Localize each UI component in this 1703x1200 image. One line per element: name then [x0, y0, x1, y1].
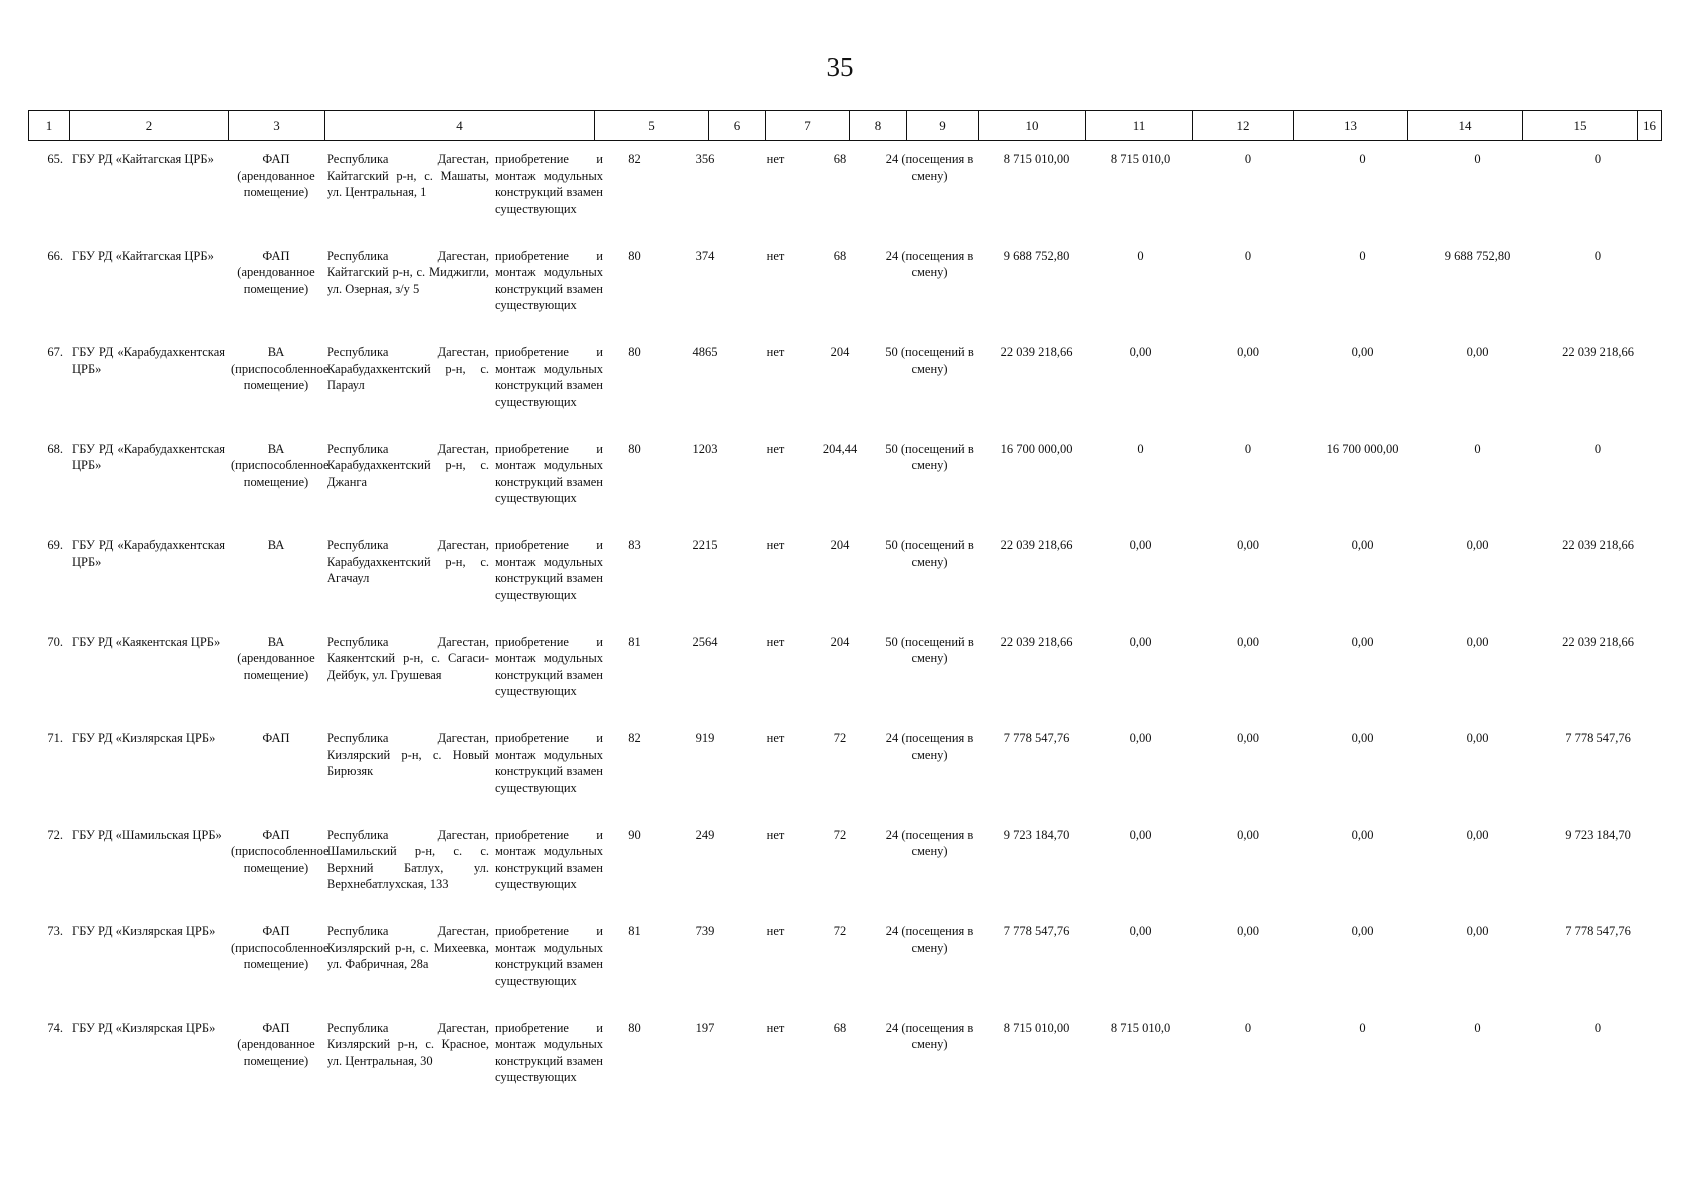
- col-12-amount-cell: 0,00: [1129, 731, 1152, 745]
- capacity-cell: 24 (посещения в смену): [885, 1020, 974, 1051]
- work-type-cell: приобретение и монтаж модульных конструкций взамен существующих: [495, 634, 603, 698]
- address-cell: Республика Дагестан, Карабудахкентский р-н, с. Параул: [327, 345, 489, 392]
- column-header-5: 5: [595, 111, 709, 141]
- col-13-amount-cell: 0,00: [1237, 634, 1259, 649]
- col-9-value-cell: 68: [833, 248, 847, 263]
- col-15-amount-cell: 0,00: [1466, 345, 1489, 359]
- col-8-value-cell: нет: [766, 731, 785, 745]
- column-header-14: 14: [1408, 111, 1523, 141]
- col-8-value-cell: нет: [766, 248, 785, 263]
- col-11-amount-cell: 8 715 010,00: [1003, 1020, 1070, 1035]
- row-number-cell: 74.: [47, 1020, 63, 1035]
- table-row: [28, 242, 1661, 339]
- column-header-8: 8: [850, 111, 907, 141]
- col-8-value-cell: нет: [766, 827, 785, 842]
- capacity-cell: 24 (посещения в смену): [885, 152, 974, 183]
- col-6-value-cell: 80: [628, 345, 641, 359]
- col-8-value-cell: нет: [766, 345, 785, 359]
- col-14-amount-cell: 0,00: [1351, 827, 1374, 842]
- col-6-value-cell: 80: [628, 441, 641, 456]
- col-11-amount-cell: 22 039 218,66: [1000, 345, 1073, 359]
- facility-type-cell: ВА (приспособленное помещение): [231, 441, 329, 489]
- capacity-cell: 50 (посещений в смену): [885, 634, 974, 665]
- work-type-cell: приобретение и монтаж модульных конструкций взамен существующих: [495, 441, 603, 505]
- address-cell: Республика Дагестан, Кизлярский р-н, с. Новый Бирюзяк: [327, 731, 489, 778]
- col-9-value-cell: 68: [833, 1020, 847, 1035]
- organization-cell: ГБУ РД «Кизлярская ЦРБ»: [72, 1020, 216, 1035]
- organization-cell: ГБУ РД «Шамильская ЦРБ»: [72, 827, 222, 842]
- organization-cell: ГБУ РД «Кайтагская ЦРБ»: [72, 152, 214, 166]
- col-12-amount-cell: 0,00: [1129, 634, 1152, 649]
- column-header-15: 15: [1523, 111, 1638, 141]
- address-cell: Республика Дагестан, Кизлярский р-н, с. Михеевка, ул. Фабричная, 28а: [327, 924, 489, 971]
- address-cell: Республика Дагестан, Шамильский р-н, с. с. Верхний Батлух, ул. Верхнебатлухская, 133: [327, 827, 489, 891]
- col-6-value-cell: 80: [628, 1020, 641, 1035]
- col-15-amount-cell: 0,00: [1466, 634, 1489, 649]
- table-row: [28, 1014, 1661, 1111]
- page-number: 35: [826, 52, 854, 82]
- organization-cell: ГБУ РД «Кизлярская ЦРБ»: [72, 731, 216, 745]
- col-14-amount-cell: 16 700 000,00: [1326, 441, 1399, 456]
- row-number-cell: 73.: [47, 924, 63, 938]
- col-9-value-cell: 72: [833, 731, 847, 745]
- col-7-value-cell: 2564: [692, 634, 718, 649]
- table-row: [28, 338, 1661, 435]
- column-header-9: 9: [907, 111, 979, 141]
- col-11-amount-cell: 16 700 000,00: [1000, 441, 1073, 456]
- col-16-amount-cell: 7 778 547,76: [1565, 731, 1631, 745]
- col-11-amount-cell: 9 723 184,70: [1003, 827, 1070, 842]
- capacity-cell: 24 (посещения в смену): [885, 924, 974, 955]
- col-13-amount-cell: 0: [1244, 441, 1252, 456]
- col-8-value-cell: нет: [766, 924, 785, 938]
- col-12-amount-cell: 8 715 010,0: [1110, 1020, 1171, 1035]
- col-15-amount-cell: 0,00: [1466, 827, 1489, 842]
- col-6-value-cell: 82: [628, 731, 641, 745]
- row-number-cell: 66.: [47, 248, 63, 263]
- col-15-amount-cell: 0: [1474, 152, 1481, 166]
- capacity-cell: 24 (посещения в смену): [885, 827, 974, 858]
- table-row: [28, 628, 1661, 725]
- organization-cell: ГБУ РД «Кизлярская ЦРБ»: [72, 924, 216, 938]
- col-7-value-cell: 919: [695, 731, 715, 745]
- organization-cell: ГБУ РД «Каякентская ЦРБ»: [72, 634, 221, 649]
- work-type-cell: приобретение и монтаж модульных конструкций взамен существующих: [495, 152, 603, 216]
- organization-cell: ГБУ РД «Карабудахкентская ЦРБ»: [72, 441, 225, 472]
- header-row: [29, 111, 1662, 141]
- col-11-amount-cell: 8 715 010,00: [1003, 152, 1070, 166]
- col-12-amount-cell: 0: [1137, 248, 1144, 263]
- col-14-amount-cell: 0,00: [1351, 345, 1374, 359]
- column-header-11: 11: [1086, 111, 1193, 141]
- col-12-amount-cell: 0,00: [1129, 827, 1152, 842]
- col-16-amount-cell: 0: [1594, 248, 1602, 263]
- column-header-4: 4: [325, 111, 595, 141]
- organization-cell: ГБУ РД «Карабудахкентская ЦРБ»: [72, 538, 225, 569]
- table-row: [28, 821, 1661, 918]
- col-13-amount-cell: 0: [1244, 248, 1252, 263]
- column-header-1: 1: [29, 111, 70, 141]
- col-15-amount-cell: 0: [1474, 441, 1481, 456]
- col-7-value-cell: 2215: [692, 538, 718, 552]
- col-16-amount-cell: 22 039 218,66: [1562, 538, 1634, 552]
- table-row: [28, 917, 1661, 1014]
- col-9-value-cell: 204,44: [822, 441, 858, 456]
- col-9-value-cell: 72: [833, 827, 847, 842]
- col-13-amount-cell: 0,00: [1237, 731, 1259, 745]
- col-9-value-cell: 204: [830, 345, 850, 359]
- col-15-amount-cell: 0,00: [1466, 924, 1489, 938]
- col-15-amount-cell: 0: [1474, 1020, 1481, 1035]
- col-16-amount-cell: 0: [1594, 441, 1602, 456]
- col-11-amount-cell: 9 688 752,80: [1003, 248, 1070, 263]
- table-row: [28, 435, 1661, 532]
- col-11-amount-cell: 22 039 218,66: [1000, 538, 1073, 552]
- col-7-value-cell: 4865: [692, 345, 718, 359]
- col-12-amount-cell: 0,00: [1129, 345, 1152, 359]
- table-row: [28, 724, 1661, 821]
- col-8-value-cell: нет: [766, 538, 785, 552]
- work-type-cell: приобретение и монтаж модульных конструкций взамен существующих: [495, 731, 603, 795]
- capacity-cell: 50 (посещений в смену): [885, 441, 974, 472]
- col-7-value-cell: 197: [695, 1020, 715, 1035]
- col-16-amount-cell: 0: [1594, 152, 1602, 166]
- col-8-value-cell: нет: [766, 152, 785, 166]
- col-14-amount-cell: 0: [1359, 1020, 1366, 1035]
- col-12-amount-cell: 8 715 010,0: [1110, 152, 1171, 166]
- col-13-amount-cell: 0,00: [1237, 538, 1259, 552]
- capacity-cell: 50 (посещений в смену): [885, 538, 974, 569]
- row-number-cell: 68.: [47, 441, 63, 456]
- work-type-cell: приобретение и монтаж модульных конструкций взамен существующих: [495, 1020, 603, 1084]
- facility-type-cell: ФАП (приспособленное помещение): [231, 827, 329, 875]
- col-12-amount-cell: 0,00: [1129, 538, 1152, 552]
- col-14-amount-cell: 0: [1359, 248, 1366, 263]
- capacity-cell: 24 (посещения в смену): [885, 731, 974, 762]
- address-cell: Республика Дагестан, Каякентский р-н, с. Сагаси-Дейбук, ул. Грушевая: [327, 634, 489, 682]
- row-number-cell: 71.: [47, 731, 63, 745]
- row-number-cell: 69.: [47, 538, 63, 552]
- col-11-amount-cell: 7 778 547,76: [1003, 924, 1070, 938]
- column-header-7: 7: [766, 111, 850, 141]
- col-16-amount-cell: 0: [1594, 1020, 1602, 1035]
- col-13-amount-cell: 0: [1244, 1020, 1252, 1035]
- address-cell: Республика Дагестан, Карабудахкентский р-н, с. Джанга: [327, 441, 489, 489]
- col-12-amount-cell: 0: [1137, 441, 1144, 456]
- col-7-value-cell: 249: [695, 827, 715, 842]
- col-16-amount-cell: 22 039 218,66: [1562, 634, 1634, 649]
- organization-cell: ГБУ РД «Карабудахкентская ЦРБ»: [72, 345, 225, 376]
- col-9-value-cell: 204: [830, 538, 850, 552]
- row-number-cell: 65.: [47, 152, 63, 166]
- address-cell: Республика Дагестан, Карабудахкентский р-н, с. Агачаул: [327, 538, 489, 585]
- work-type-cell: приобретение и монтаж модульных конструкций взамен существующих: [495, 538, 603, 602]
- data-table: [28, 148, 1661, 1110]
- col-13-amount-cell: 0,00: [1237, 345, 1259, 359]
- col-14-amount-cell: 0,00: [1351, 924, 1374, 938]
- column-header-12: 12: [1193, 111, 1294, 141]
- column-header-6: 6: [709, 111, 766, 141]
- col-7-value-cell: 739: [695, 924, 715, 938]
- organization-cell: ГБУ РД «Кайтагская ЦРБ»: [72, 248, 214, 263]
- col-15-amount-cell: 9 688 752,80: [1444, 248, 1511, 263]
- row-number-cell: 67.: [47, 345, 63, 359]
- col-16-amount-cell: 22 039 218,66: [1562, 345, 1634, 359]
- facility-type-cell: ВА (арендованное помещение): [237, 634, 315, 682]
- work-type-cell: приобретение и монтаж модульных конструкций взамен существующих: [495, 345, 603, 409]
- col-16-amount-cell: 9 723 184,70: [1565, 827, 1631, 842]
- work-type-cell: приобретение и монтаж модульных конструкций взамен существующих: [495, 924, 603, 988]
- row-number-cell: 70.: [47, 634, 63, 649]
- column-header-10: 10: [979, 111, 1086, 141]
- col-14-amount-cell: 0,00: [1351, 731, 1374, 745]
- capacity-cell: 24 (посещения в смену): [885, 248, 974, 279]
- col-6-value-cell: 81: [628, 634, 641, 649]
- col-11-amount-cell: 22 039 218,66: [1000, 634, 1073, 649]
- work-type-cell: приобретение и монтаж модульных конструкций взамен существующих: [495, 827, 603, 891]
- capacity-cell: 50 (посещений в смену): [885, 345, 974, 376]
- col-13-amount-cell: 0,00: [1237, 827, 1259, 842]
- col-12-amount-cell: 0,00: [1129, 924, 1152, 938]
- col-13-amount-cell: 0: [1244, 152, 1252, 166]
- facility-type-cell: ФАП (приспособленное помещение): [231, 924, 329, 971]
- col-14-amount-cell: 0: [1359, 152, 1366, 166]
- col-9-value-cell: 72: [833, 924, 847, 938]
- facility-type-cell: ФАП: [262, 731, 290, 745]
- col-8-value-cell: нет: [766, 634, 785, 649]
- col-14-amount-cell: 0,00: [1351, 538, 1374, 552]
- col-6-value-cell: 81: [628, 924, 641, 938]
- address-cell: Республика Дагестан, Кайтагский р-н, с. Миджигли, ул. Озерная, з/у 5: [327, 248, 489, 296]
- address-cell: Республика Дагестан, Кизлярский р-н, с. Красное, ул. Центральная, 30: [327, 1020, 489, 1068]
- col-8-value-cell: нет: [766, 441, 785, 456]
- column-header-table: [28, 110, 1662, 141]
- facility-type-cell: ФАП (арендованное помещение): [237, 152, 315, 199]
- col-6-value-cell: 83: [628, 538, 641, 552]
- col-6-value-cell: 80: [628, 248, 641, 263]
- col-11-amount-cell: 7 778 547,76: [1003, 731, 1070, 745]
- column-header-2: 2: [70, 111, 229, 141]
- column-header-3: 3: [229, 111, 325, 141]
- col-9-value-cell: 68: [833, 152, 847, 166]
- col-6-value-cell: 90: [628, 827, 641, 842]
- col-15-amount-cell: 0,00: [1466, 538, 1489, 552]
- table-row: [28, 531, 1661, 628]
- col-14-amount-cell: 0,00: [1351, 634, 1374, 649]
- col-6-value-cell: 82: [628, 152, 641, 166]
- column-header-16: 16: [1638, 111, 1662, 141]
- col-13-amount-cell: 0,00: [1237, 924, 1259, 938]
- facility-type-cell: ВА: [267, 538, 285, 552]
- facility-type-cell: ВА (приспособленное помещение): [231, 345, 329, 392]
- col-7-value-cell: 1203: [692, 441, 718, 456]
- col-9-value-cell: 204: [830, 634, 850, 649]
- col-7-value-cell: 374: [695, 248, 715, 263]
- facility-type-cell: ФАП (арендованное помещение): [237, 1020, 315, 1068]
- row-number-cell: 72.: [47, 827, 63, 842]
- work-type-cell: приобретение и монтаж модульных конструкций взамен существующих: [495, 248, 603, 312]
- col-8-value-cell: нет: [766, 1020, 785, 1035]
- col-7-value-cell: 356: [695, 152, 715, 166]
- column-header-13: 13: [1294, 111, 1408, 141]
- table-row: [28, 148, 1661, 242]
- facility-type-cell: ФАП (арендованное помещение): [237, 248, 315, 296]
- col-15-amount-cell: 0,00: [1466, 731, 1489, 745]
- col-16-amount-cell: 7 778 547,76: [1565, 924, 1631, 938]
- address-cell: Республика Дагестан, Кайтагский р-н, с. Машаты, ул. Центральная, 1: [327, 152, 489, 199]
